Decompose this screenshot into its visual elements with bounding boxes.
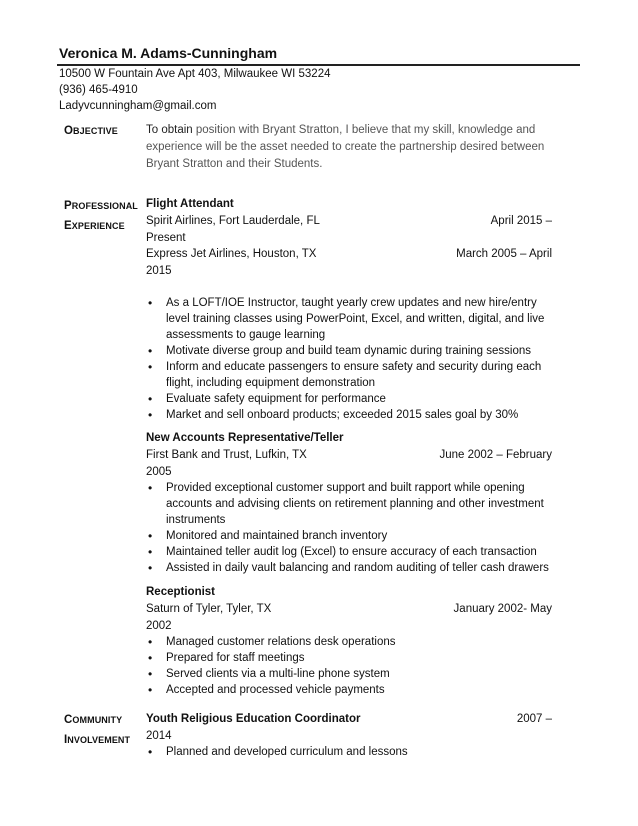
address: 10500 W Fountain Ave Apt 403, Milwaukee WI 53224 (59, 68, 331, 80)
list-item: • Motivate diverse group and build team dynamic during training sessions (146, 343, 558, 359)
employer-row (146, 213, 558, 230)
job-bullets (146, 634, 558, 698)
employer-row (146, 447, 558, 464)
job-title: Flight Attendant (146, 198, 234, 210)
community-title: Youth Religious Education Coordinator (146, 713, 361, 725)
list-item: • Maintained teller audit log (Excel) to ensure accuracy of each transaction (146, 544, 558, 560)
community-row (146, 711, 558, 728)
employment-date: March 2005 – April (456, 248, 552, 260)
list-item: • Market and sell onboard products; exceeded 2015 sales goal by 30% (146, 407, 558, 423)
job-title: New Accounts Representative/Teller (146, 432, 344, 444)
email: Ladyvcunningham@gmail.com (59, 100, 217, 112)
employment-date-continued: Present (146, 231, 186, 244)
employment-date-continued: 2015 (146, 264, 172, 277)
list-item: • Prepared for staff meetings (146, 650, 558, 666)
list-item: • Provided exceptional customer support and built rapport while opening accounts and advising clients on retirement planning and other investment instruments (146, 480, 558, 528)
list-item: • Assisted in daily vault balancing and random auditing of teller cash drawers (146, 560, 558, 576)
employment-date: January 2002- May (453, 603, 552, 615)
phone: (936) 465-4910 (59, 84, 138, 96)
employer-name: Spirit Airlines, Fort Lauderdale, FL (146, 215, 320, 227)
employer-row (146, 246, 558, 263)
job-flight-attendant (146, 196, 558, 423)
employment-date-continued: 2002 (146, 619, 172, 632)
objective-label: OBJECTIVE (64, 125, 118, 137)
employment-date: June 2002 – February (439, 449, 552, 461)
list-item: • Monitored and maintained branch inventory (146, 528, 558, 544)
community-label: COMMUNITY INVOLVEMENT (64, 714, 131, 746)
community-section (146, 711, 558, 760)
list-item: • Evaluate safety equipment for performance (146, 391, 558, 407)
employer-row (146, 601, 558, 618)
job-new-accounts (146, 430, 558, 576)
employer-name: Express Jet Airlines, Houston, TX (146, 248, 317, 260)
contact-block (59, 66, 331, 114)
job-title: Receptionist (146, 586, 216, 598)
employment-date-continued: 2005 (146, 465, 172, 478)
job-bullets (146, 295, 558, 423)
employment-date: April 2015 – (490, 215, 552, 227)
list-item: • Planned and developed curriculum and lessons (146, 744, 558, 760)
candidate-name: Veronica M. Adams-Cunningham (59, 45, 278, 61)
list-item: • As a LOFT/IOE Instructor, taught yearly crew updates and new hire/entry level training classes using PowerPoint, Excel, and written, digital, and live assessments to gauge learning (146, 295, 558, 343)
community-date-continued: 2014 (146, 729, 172, 742)
job-bullets (146, 480, 558, 576)
experience-label: PROFESSIONAL EXPERIENCE (64, 200, 138, 232)
list-item: • Served clients via a multi-line phone system (146, 666, 558, 682)
community-date: 2007 – (516, 713, 552, 725)
list-item: • Managed customer relations desk operations (146, 634, 558, 650)
list-item: • Inform and educate passengers to ensure safety and security during each flight, including equipment demonstration (146, 359, 558, 391)
employer-name: Saturn of Tyler, Tyler, TX (146, 603, 272, 615)
job-receptionist (146, 584, 558, 698)
objective-text: To obtain position with Bryant Stratton, I believe that my skill, knowledge and experience will be the asset needed to create the partnership desired between Bryant Stratton and their Students. (146, 124, 545, 170)
community-bullets (146, 744, 558, 760)
list-item: • Accepted and processed vehicle payments (146, 682, 558, 698)
employer-name: First Bank and Trust, Lufkin, TX (146, 449, 307, 461)
